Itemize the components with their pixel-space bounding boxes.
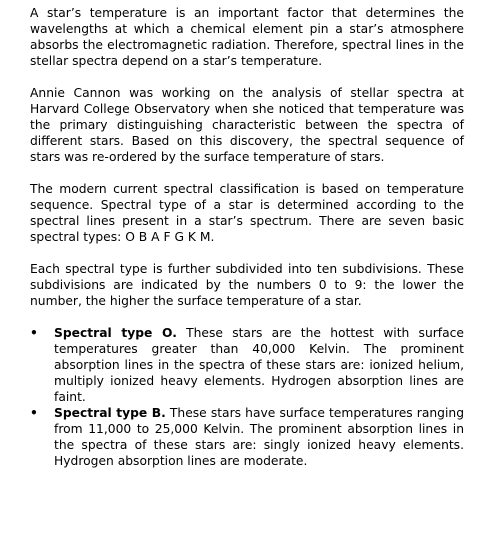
bullet-icon: • [30,406,38,420]
paragraph-star-temperature: A star’s temperature is an important factor that determines the wavelengths at which a chemical element pin a star’s atmosphere absorbs the electromagnetic radiation. Therefore, spectral lines in the stellar spectra depend on a star’s temperature. [30,6,464,68]
paragraph-spectral-classification: The modern current spectral classification is based on temperature sequence. Spectral type of a star is determined according to the spectral lines present in a star’s spectrum. There are seven basic spectral types: O B A F G K M. [30,182,464,244]
paragraph-subdivisions: Each spectral type is further subdivided into ten subdivisions. These subdivisions are indicated by the numbers 0 to 9: the lower the number, the higher the surface temperature of a star. [30,262,464,308]
bullet-title: Spectral type B. [54,406,166,420]
bullet-text: These stars have surface temperatures ranging from 11,000 to 25,000 Kelvin. The prominent absorption lines in the spectra of these stars are: singly ionized heavy elements. Hydrogen absorption lines are moderate. [54,406,464,468]
bullet-text: These stars are the hottest with surface temperatures greater than 40,000 Kelvin. The prominent absorption lines in the spectra of these stars are: ionized helium, multiply ionized heavy elements. Hydrogen absorption lines are faint. [54,326,464,404]
spectral-type-list [30,325,464,469]
document-page [30,5,464,469]
bullet-title: Spectral type O. [54,326,177,340]
paragraph-annie-cannon: Annie Cannon was working on the analysis of stellar spectra at Harvard College Observatory when she noticed that temperature was the primary distinguishing characteristic between the spectra of different stars. Based on this discovery, the spectral sequence of stars was re-ordered by the surface temperature of stars. [30,86,464,164]
list-item-spectral-type-o [30,325,464,405]
bullet-icon: • [30,326,38,340]
list-item-spectral-type-b [30,405,464,469]
